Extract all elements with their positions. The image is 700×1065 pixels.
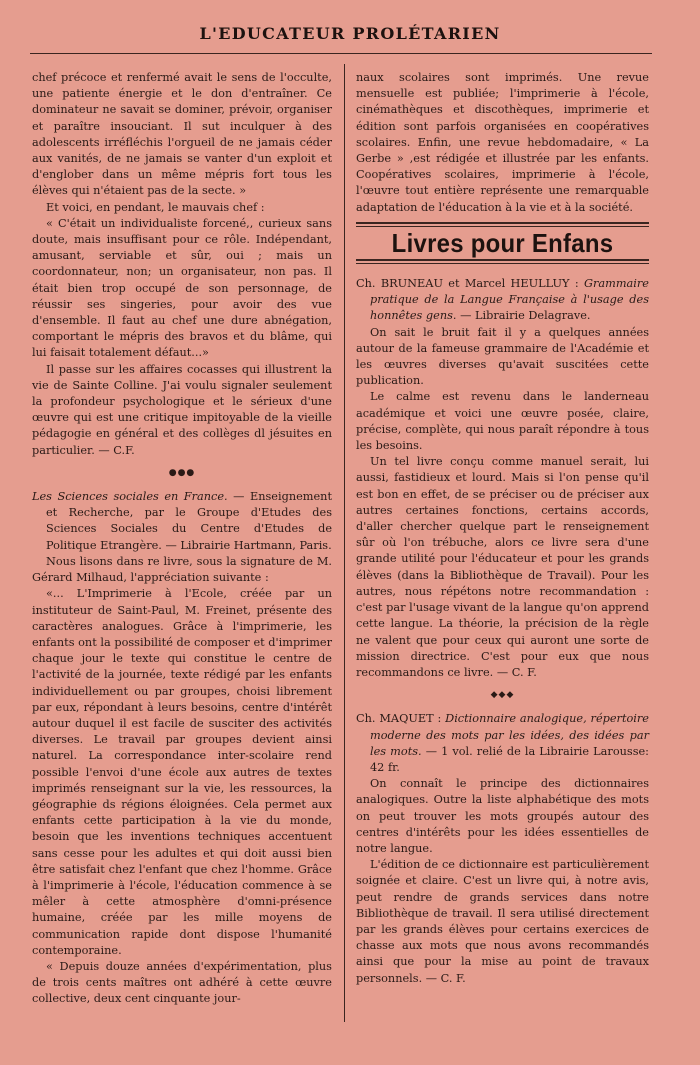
paragraph: On connaît le principe des dictionnaires analogiques. Outre la liste alphabétique des mots on peut trouver les mots groupés autour des centres d'intérêts pour les idées essentielles de notre langue.: [356, 777, 649, 855]
paragraph: L'édition de ce dictionnaire est particulièrement soignée et claire. C'est un livre qui, à notre avis, peut rendre de grands services dans notre Bibliothèque de travail. Il sera utilisé directement par les grands élèves pour certains exercices de chasse aux mots que nous avons recommandés ainsi que pour la mise au point de travaux personnels. — C. F.: [356, 858, 649, 985]
paragraph: naux scolaires sont imprimés. Une revue mensuelle est publiée; l'imprimerie à l'école, cinémathèques et discothèques, imprimerie et édition sont parfois organisées en coopératives scolaires. Enfin, une revue hebdomadaire, « La Gerbe » ,est rédigée et illustrée par les enfants. Coopératives scolaires, imprimerie à l'école, l'œuvre tout entière représente une remarquable adaptation de l'éducation à la vie et à la société.: [356, 71, 649, 214]
section-title: Livres pour Enfans: [391, 227, 614, 258]
header-rule: [30, 53, 652, 54]
section-rule-bottom: [356, 259, 649, 264]
section-rule-top: [356, 222, 649, 227]
book-publisher: — Enseignement et Recherche, par le Groupe d'Etudes des Sciences Sociales du Centre d'Etudes de Politique Etrangère. — Librairie Hartmann, Paris.: [46, 490, 332, 552]
book-title: Les Sciences sociales en France.: [32, 490, 228, 504]
quote-paragraph: « C'était un individualiste forcené,, curieux sans doute, mais insuffisant pour ce rôle. Indépendant, amusant, serviable et sûr, oui ; mais un coordonnateur, non; un organisateur, non pas. Il était bien trop occupé de son personnage, de réussir ses singeries, pour avoir des vue d'ensemble. Il faut au chef une dure abnégation, comportant le mépris des bravos et du blâme, qui lui faisait totalement défaut...»: [32, 216, 332, 360]
book-reference: [356, 711, 649, 776]
paragraph: Et voici, en pendant, le mauvais chef :: [46, 200, 265, 214]
book-publisher: — Librairie Delagrave.: [456, 309, 591, 323]
book-publisher: — 1 vol. relié de la Librairie Larousse: 42 fr.: [370, 744, 649, 774]
paragraph: chef précoce et renfermé avait le sens de l'occulte, une patiente énergie et le don d'entraîner. Ce dominateur ne savait se dominer, prévoir, organiser et paraître insouciant. Il sut inculquer à des adolescents irréfléchis l'orgueil de ne jamais céder aux vanités, de ne jamais se vanter d'un exploit et d'englober dans un même mépris fort tous les élèves qui n'étaient pas de la secte. »: [32, 71, 332, 198]
paragraph: Un tel livre conçu comme manuel serait, lui aussi, fastidieux et lourd. Mais si l'on pense qu'il est bon en effet, de se préciser ou de préciser aux autres certaines fonctions, certains accords, d'aller chercher quelque part le renseignement sûr où l'on trébuche, alors ce livre sera d'une grande utilité pour l'éducateur et pour les grands élèves (dans la Bibliothèque de Travail). Pour les autres, nous répétons notre recommandation : c'est par l'usage vivant de la langue qu'on apprend cette langue. La théorie, la précision de la règle ne valent que pour ceux qui auront une sorte de mission directrice. C'est pour eux que nous recommandons ce livre. — C. F.: [356, 455, 649, 679]
book-authors: Ch. BRUNEAU et Marcel HEULLUY :: [356, 277, 584, 291]
section-header: [356, 222, 649, 264]
ornament-divider: ●●●: [168, 467, 196, 478]
paragraph: Le calme est revenu dans le landerneau académique et voici une œuvre posée, claire, précise, complète, qui nous paraît répondre à tous les besoins.: [356, 390, 649, 453]
paragraph: Nous lisons dans re livre, sous la signature de M. Gérard Milhaud, l'appréciation suivante :: [32, 554, 332, 585]
book-title: Grammaire pratique de la Langue Française à l'usage des honnêtes gens.: [370, 277, 649, 323]
ornament-divider: ◆◆◆: [490, 690, 515, 701]
left-column: [32, 70, 332, 1008]
quote-paragraph: « Depuis douze années d'expérimentation, plus de trois cents maîtres ont adhéré à cette œuvre collective, deux cent cinquante jour-: [32, 959, 332, 1006]
book-reference: [32, 489, 332, 554]
column-divider: [344, 64, 345, 1022]
book-title: Dictionnaire analogique, répertoire moderne des mots par les idées, des idées par les mots.: [370, 712, 649, 758]
journal-title: L'EDUCATEUR PROLÉTARIEN: [199, 24, 501, 43]
book-reference: [356, 276, 649, 325]
quote-paragraph: «... L'Imprimerie à l'Ecole, créée par un instituteur de Saint-Paul, M. Freinet, présente des caractères analogues. Grâce à l'imprimerie, les enfants ont la possibilité de composer et d'imprimer chaque jour le texte qui constitue le centre de l'activité de la journée, texte rédigé par les enfants individuellement ou par groupes, choisi librement par eux, répondant à leurs besoins, centre d'intérêt autour duquel il est facile de susciter des activités diverses. Le travail par groupes devient ainsi naturel. La correspondance inter-scolaire rend possible l'envoi d'une école aux autres de textes imprimés renseignant sur la vie, les ressources, la géographie ds régions éloignées. Cela permet aux enfants cette participation à la vie du monde, besoin que les inventions techniques accentuent sans cesse pour les adultes et qui doit aussi bien être satisfait chez l'enfant que chez l'homme. Grâce à l'imprimerie à l'école, l'éducation commence à se mêler à cette atmosphère d'omni-présence humaine, créée par les mille moyens de communication rapide dont dispose l'humanité contemporaine.: [32, 587, 332, 957]
right-column: [356, 70, 649, 987]
paragraph: On sait le bruit fait il y a quelques années autour de la fameuse grammaire de l'Académie et les œuvres diverses qu'avait suscitées cette publication.: [356, 325, 649, 388]
paragraph: Il passe sur les affaires cocasses qui illustrent la vie de Sainte Colline. J'ai voulu signaler seulement la profondeur psychologique et le sérieux d'une œuvre qui est une critique impitoyable de la vieille pédagogie en général et des collèges dl jésuites en particulier. — C.F.: [32, 362, 332, 457]
book-authors: Ch. MAQUET :: [356, 712, 446, 726]
